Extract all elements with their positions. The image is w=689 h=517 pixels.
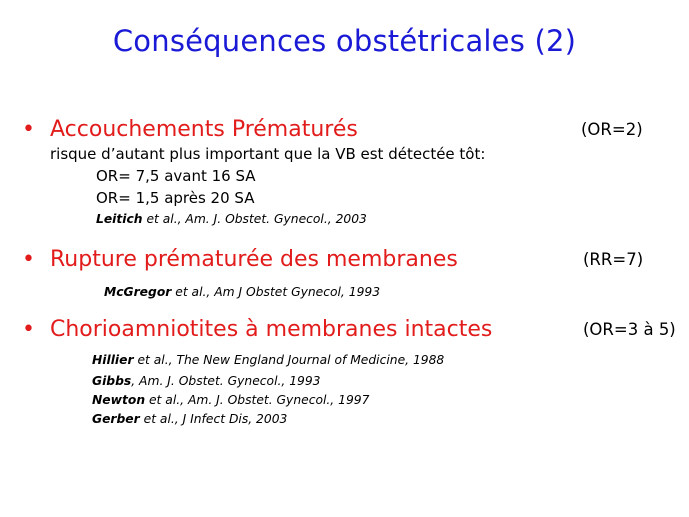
reference-gibbs bbox=[92, 372, 321, 390]
ratio-accouchements: (OR=2) bbox=[581, 120, 643, 139]
reference-citation: et al., Am J Obstet Gynecol, 1993 bbox=[171, 285, 381, 299]
reference-author: Gerber bbox=[92, 412, 140, 426]
or-value-avant: OR= 7,5 avant 16 SA bbox=[96, 167, 256, 185]
ratio-chorioamniotites: (OR=3 à 5) bbox=[583, 320, 676, 339]
reference-author: McGregor bbox=[104, 285, 172, 299]
slide-title: Conséquences obstétricales (2) bbox=[112, 24, 577, 58]
reference-author: Gibbs bbox=[92, 374, 132, 388]
reference-mcgregor bbox=[104, 283, 380, 301]
reference-leitich bbox=[96, 210, 367, 228]
bullet-icon: • bbox=[22, 117, 35, 142]
ratio-rupture: (RR=7) bbox=[583, 250, 644, 269]
description-accouchements: risque d’autant plus important que la VB est détectée tôt: bbox=[50, 145, 486, 163]
bullet-icon: • bbox=[22, 247, 35, 272]
reference-citation: et al., J Infect Dis, 2003 bbox=[139, 412, 288, 426]
reference-newton bbox=[92, 391, 369, 409]
reference-citation: et al., The New England Journal of Medicine, 1988 bbox=[133, 353, 445, 367]
reference-citation: et al., Am. J. Obstet. Gynecol., 2003 bbox=[142, 212, 367, 226]
heading-accouchements: Accouchements Prématurés bbox=[50, 117, 358, 142]
heading-chorioamniotites: Chorioamniotites à membranes intactes bbox=[50, 317, 493, 342]
bullet-icon: • bbox=[22, 317, 35, 342]
heading-rupture: Rupture prématurée des membranes bbox=[50, 247, 458, 272]
reference-author: Newton bbox=[92, 393, 146, 407]
reference-author: Hillier bbox=[92, 353, 134, 367]
reference-citation: , Am. J. Obstet. Gynecol., 1993 bbox=[131, 374, 321, 388]
or-value-apres: OR= 1,5 après 20 SA bbox=[96, 189, 255, 207]
reference-hillier bbox=[92, 351, 444, 369]
reference-citation: et al., Am. J. Obstet. Gynecol., 1997 bbox=[145, 393, 370, 407]
reference-gerber bbox=[92, 410, 287, 428]
reference-author: Leitich bbox=[96, 212, 143, 226]
